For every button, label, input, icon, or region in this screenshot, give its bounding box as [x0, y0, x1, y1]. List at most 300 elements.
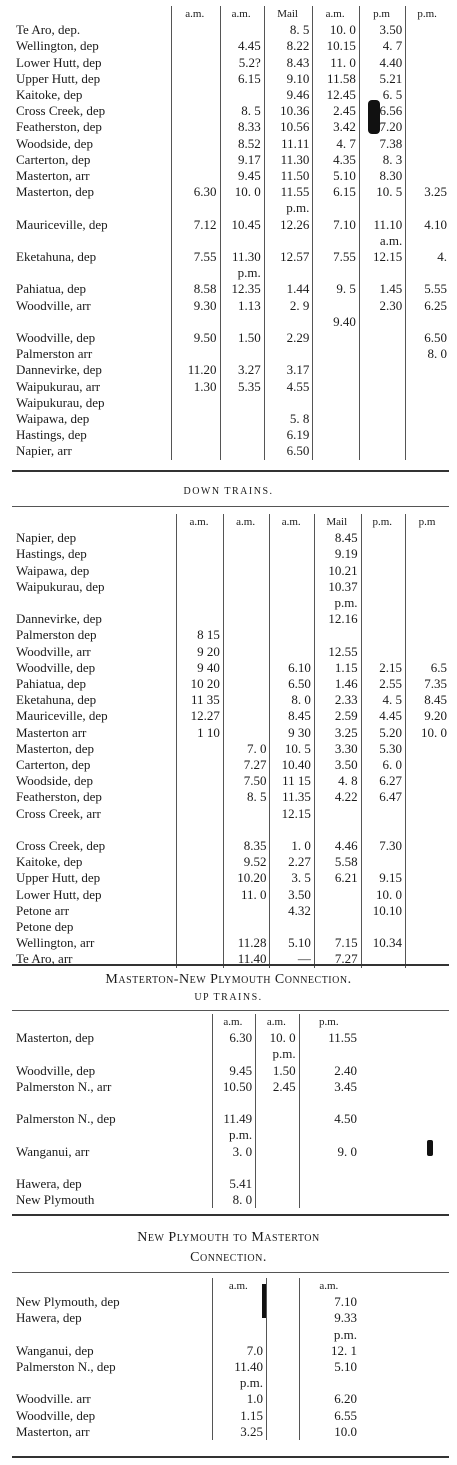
table-row	[10, 789, 450, 805]
time-cell	[220, 314, 264, 330]
time-cell	[359, 330, 405, 346]
time-cell	[171, 22, 220, 38]
time-cell	[256, 1095, 299, 1111]
time-cell	[406, 595, 451, 611]
column-header: Mail	[314, 514, 361, 530]
column-header: a.m.	[270, 514, 314, 530]
time-cell: 4. 7	[359, 38, 405, 54]
time-cell: 2.33	[314, 692, 361, 708]
time-cell: 7.10	[299, 1294, 360, 1310]
table-row	[10, 870, 450, 886]
time-cell: 12.16	[314, 611, 361, 627]
time-cell: 11.30	[264, 152, 313, 168]
time-cell: 12.57	[264, 249, 313, 265]
table-row	[10, 1176, 360, 1192]
time-cell: 6.56	[359, 103, 405, 119]
time-cell: 10.50	[212, 1079, 255, 1095]
station-name	[10, 595, 177, 611]
time-cell: 1.46	[314, 676, 361, 692]
time-cell: p.m.	[264, 200, 313, 216]
time-cell: 10.15	[313, 38, 359, 54]
table-row	[10, 627, 450, 643]
table-row	[10, 757, 450, 773]
time-cell	[212, 1046, 255, 1062]
time-cell	[406, 822, 451, 838]
time-cell	[171, 314, 220, 330]
time-cell: 4.46	[314, 838, 361, 854]
down-trains-table	[10, 514, 450, 968]
table-row	[10, 1046, 360, 1062]
column-header: p.m	[406, 514, 451, 530]
time-cell	[264, 265, 313, 281]
time-cell: 9.19	[314, 546, 361, 562]
time-cell	[267, 1343, 300, 1359]
ink-blot	[262, 1284, 266, 1318]
time-cell	[406, 55, 450, 71]
station-name: Palmerston dep	[16, 627, 97, 643]
time-cell	[359, 427, 405, 443]
time-cell	[406, 379, 450, 395]
table-row	[10, 741, 450, 757]
time-cell	[267, 1424, 300, 1440]
time-cell	[171, 443, 220, 459]
station-name: Pahiatua, dep	[16, 281, 87, 297]
time-cell: 9.40	[313, 314, 359, 330]
time-cell	[171, 200, 220, 216]
header-row	[10, 1278, 360, 1294]
time-cell	[406, 22, 450, 38]
time-cell: 12.15	[359, 249, 405, 265]
station-name: Waipukurau, dep	[16, 578, 105, 594]
time-cell: 9.30	[171, 298, 220, 314]
time-cell	[406, 38, 450, 54]
table-row	[10, 1310, 360, 1326]
station-name: Woodville, dep	[16, 1062, 96, 1078]
time-cell: 6.50	[264, 443, 313, 459]
station-name: Kaitoke, dep	[16, 854, 83, 870]
station-name: Palmerston arr	[16, 346, 93, 362]
time-cell: 5.2?	[220, 55, 264, 71]
time-cell	[406, 546, 451, 562]
time-cell	[223, 919, 270, 935]
time-cell	[361, 595, 405, 611]
station-name: Wellington, arr	[16, 935, 95, 951]
time-cell: 3. 5	[270, 870, 314, 886]
time-cell	[171, 87, 220, 103]
column-header: a.m.	[171, 6, 220, 22]
time-cell	[314, 887, 361, 903]
time-cell: 7.30	[361, 838, 405, 854]
time-cell	[223, 611, 270, 627]
time-cell	[177, 838, 224, 854]
table-row	[10, 1424, 360, 1440]
station-name: Upper Hutt, dep	[16, 70, 101, 86]
station-name: Masterton, dep	[16, 184, 94, 200]
time-cell: 5.55	[406, 281, 450, 297]
time-cell: 5.30	[361, 741, 405, 757]
time-cell	[406, 395, 450, 411]
column-header: a.m.	[256, 1014, 299, 1030]
time-cell: 9 40	[177, 660, 224, 676]
table-row	[10, 546, 450, 562]
station-name	[10, 314, 171, 330]
time-cell: 8. 0	[270, 692, 314, 708]
table-row	[10, 281, 450, 297]
station-name: Wanganui, dep	[16, 1342, 94, 1358]
time-cell	[406, 152, 450, 168]
time-cell: 1.0	[212, 1391, 266, 1407]
np-masterton-body	[10, 1278, 360, 1440]
table-row	[10, 87, 450, 103]
time-cell	[212, 1327, 266, 1343]
time-cell	[223, 644, 270, 660]
time-cell: 8.22	[264, 38, 313, 54]
table-row	[10, 1343, 360, 1359]
time-cell: 2.45	[256, 1079, 299, 1095]
station-name: Hastings, dep	[16, 546, 87, 562]
table-row	[10, 443, 450, 459]
time-cell	[223, 692, 270, 708]
time-cell	[256, 1192, 299, 1208]
time-cell	[361, 919, 405, 935]
time-cell	[256, 1111, 299, 1127]
time-cell: 2.45	[313, 103, 359, 119]
time-cell	[177, 822, 224, 838]
time-cell: 1.45	[359, 281, 405, 297]
time-cell	[361, 854, 405, 870]
time-cell: 5. 8	[264, 411, 313, 427]
time-cell	[359, 346, 405, 362]
time-cell	[171, 38, 220, 54]
time-cell	[406, 854, 451, 870]
station-name: Waipukurau, arr	[16, 378, 101, 394]
column-header: Mail	[264, 6, 313, 22]
column-header: a.m.	[177, 514, 224, 530]
time-cell: 9.46	[264, 87, 313, 103]
table-row	[10, 1063, 360, 1079]
time-cell	[267, 1408, 300, 1424]
time-cell	[171, 411, 220, 427]
table-row	[10, 427, 450, 443]
table-row	[10, 22, 450, 38]
time-cell	[177, 919, 224, 935]
table-row	[10, 103, 450, 119]
time-cell: 4.22	[314, 789, 361, 805]
time-cell: 11.40	[223, 951, 270, 967]
time-cell: 5.21	[359, 71, 405, 87]
table-row	[10, 1294, 360, 1310]
time-cell: p.m.	[220, 265, 264, 281]
time-cell: 11.55	[299, 1030, 360, 1046]
time-cell	[406, 119, 450, 135]
time-cell	[223, 546, 270, 562]
time-cell: 10. 5	[270, 741, 314, 757]
time-cell: 2.40	[299, 1063, 360, 1079]
time-cell	[359, 314, 405, 330]
station-name: Te Aro, arr	[16, 951, 73, 967]
time-cell: 12.26	[264, 217, 313, 233]
time-cell	[223, 903, 270, 919]
time-cell: 1.50	[256, 1063, 299, 1079]
time-cell	[220, 346, 264, 362]
table-row	[10, 298, 450, 314]
down-trains-title: DOWN TRAINS.	[183, 486, 274, 497]
time-cell	[406, 741, 451, 757]
time-cell: 8.58	[171, 281, 220, 297]
station-name: Palmerston N., dep	[16, 1111, 116, 1127]
station-name: Mauriceville, dep	[16, 708, 108, 724]
station-name: Hastings, dep	[16, 427, 87, 443]
table-row	[10, 611, 450, 627]
time-cell: 6.27	[361, 773, 405, 789]
station-name	[10, 1375, 212, 1391]
time-cell: 7. 0	[223, 741, 270, 757]
station-name	[10, 1160, 212, 1176]
time-cell: 2.59	[314, 708, 361, 724]
time-cell: 4. 7	[313, 136, 359, 152]
time-cell: 6.5	[406, 660, 451, 676]
ink-blot	[427, 1140, 433, 1156]
time-cell	[361, 611, 405, 627]
table-row	[10, 346, 450, 362]
table-row	[10, 806, 450, 822]
header-row	[10, 1014, 360, 1030]
time-cell: 5.10	[299, 1359, 360, 1375]
time-cell	[177, 757, 224, 773]
station-name: Wellington, dep	[16, 38, 99, 54]
time-cell: 4.10	[406, 217, 450, 233]
time-cell: 10.36	[264, 103, 313, 119]
time-cell: 10. 5	[359, 184, 405, 200]
column-header: a.m.	[313, 6, 359, 22]
time-cell: 8.43	[264, 55, 313, 71]
time-cell	[313, 330, 359, 346]
time-cell	[406, 362, 450, 378]
column-header: p.m.	[361, 514, 405, 530]
time-cell	[406, 935, 451, 951]
station-name: Waipawa, dep	[16, 562, 90, 578]
time-cell	[270, 530, 314, 546]
np-masterton-title: New Plymouth to Masterton	[137, 1230, 320, 1245]
station-name: Te Aro, dep.	[16, 22, 81, 38]
table-row	[10, 903, 450, 919]
time-cell	[406, 579, 451, 595]
time-cell	[406, 233, 450, 249]
time-cell	[313, 362, 359, 378]
section-rule	[12, 1456, 449, 1458]
time-cell: 5.41	[212, 1176, 255, 1192]
time-cell	[267, 1359, 300, 1375]
time-cell: 2.30	[359, 298, 405, 314]
time-cell	[313, 411, 359, 427]
time-cell: 10. 0	[406, 725, 451, 741]
time-cell	[313, 233, 359, 249]
table-row	[10, 887, 450, 903]
station-name: Petone arr	[16, 902, 70, 918]
time-cell	[406, 757, 451, 773]
time-cell	[177, 903, 224, 919]
time-cell	[264, 314, 313, 330]
time-cell: 11.28	[223, 935, 270, 951]
time-cell	[406, 563, 451, 579]
time-cell: 7.27	[314, 951, 361, 967]
time-cell: 10.37	[314, 579, 361, 595]
table-row	[10, 1359, 360, 1375]
time-cell	[299, 1176, 360, 1192]
table-row	[10, 708, 450, 724]
time-cell: 6.21	[314, 870, 361, 886]
time-cell: 3.50	[270, 887, 314, 903]
station-name: Mauriceville, dep	[16, 216, 108, 232]
time-cell	[177, 546, 224, 562]
time-cell	[212, 1294, 266, 1310]
time-cell: 10. 0	[220, 184, 264, 200]
time-cell	[406, 168, 450, 184]
time-cell	[406, 627, 451, 643]
time-cell	[361, 806, 405, 822]
time-cell	[270, 627, 314, 643]
time-cell	[406, 806, 451, 822]
time-cell	[177, 806, 224, 822]
table-row	[10, 55, 450, 71]
table-row	[10, 411, 450, 427]
time-cell: 10.10	[361, 903, 405, 919]
time-cell: a.m.	[359, 233, 405, 249]
time-cell	[361, 627, 405, 643]
time-cell	[313, 379, 359, 395]
table-row	[10, 1095, 360, 1111]
station-name: Palmerston N., dep	[16, 1359, 116, 1375]
time-cell	[270, 611, 314, 627]
time-cell	[171, 346, 220, 362]
time-cell: 8. 0	[212, 1192, 255, 1208]
time-cell: 12. 1	[299, 1343, 360, 1359]
table-row	[10, 71, 450, 87]
time-cell	[406, 611, 451, 627]
station-name: Woodside, dep	[16, 135, 93, 151]
station-name: Eketahuna, dep	[16, 692, 97, 708]
time-cell: 6.15	[220, 71, 264, 87]
time-cell: 2.55	[361, 676, 405, 692]
time-cell: 7.50	[223, 773, 270, 789]
time-cell: 11.20	[171, 362, 220, 378]
time-cell: 2. 9	[264, 298, 313, 314]
header-row	[10, 6, 450, 22]
time-cell: 3.42	[313, 119, 359, 135]
time-cell: 5.20	[361, 725, 405, 741]
time-cell: p.m.	[299, 1327, 360, 1343]
up-trains-table	[10, 6, 450, 460]
table-row	[10, 330, 450, 346]
section-rule	[12, 964, 449, 966]
time-cell	[264, 346, 313, 362]
table-row	[10, 38, 450, 54]
time-cell: 9.20	[406, 708, 451, 724]
time-cell: 1.13	[220, 298, 264, 314]
station-name: Masterton, dep	[16, 740, 94, 756]
ink-blot	[368, 100, 380, 134]
time-cell	[223, 595, 270, 611]
time-cell	[177, 741, 224, 757]
time-cell	[270, 595, 314, 611]
station-name: Waipukurau, dep	[16, 394, 105, 410]
table-row	[10, 379, 450, 395]
time-cell: 11.11	[264, 136, 313, 152]
time-cell	[299, 1192, 360, 1208]
time-cell: 4.45	[361, 708, 405, 724]
time-cell	[223, 660, 270, 676]
time-cell	[264, 233, 313, 249]
up-trains-body	[10, 6, 450, 460]
time-cell	[406, 789, 451, 805]
time-cell: 10.21	[314, 563, 361, 579]
table-row	[10, 676, 450, 692]
masterton-np-body	[10, 1014, 360, 1208]
time-cell: 8. 5	[264, 22, 313, 38]
time-cell: p.m.	[314, 595, 361, 611]
station-name	[10, 200, 171, 216]
time-cell	[220, 427, 264, 443]
time-cell: 9.45	[220, 168, 264, 184]
time-cell	[220, 87, 264, 103]
table-row	[10, 530, 450, 546]
time-cell	[256, 1160, 299, 1176]
station-name: Napier, arr	[16, 443, 72, 459]
time-cell: 9. 5	[313, 281, 359, 297]
time-cell	[313, 265, 359, 281]
table-row	[10, 854, 450, 870]
time-cell	[270, 919, 314, 935]
time-cell	[361, 644, 405, 660]
time-cell: 11.58	[313, 71, 359, 87]
time-cell	[177, 887, 224, 903]
time-cell	[177, 854, 224, 870]
station-name: Carterton, dep	[16, 151, 91, 167]
table-row	[10, 168, 450, 184]
station-name: Upper Hutt, dep	[16, 870, 101, 886]
time-cell: 11. 0	[313, 55, 359, 71]
time-cell: 11. 0	[223, 887, 270, 903]
table-row	[10, 1030, 360, 1046]
time-cell: 7.12	[171, 217, 220, 233]
time-cell	[220, 443, 264, 459]
time-cell	[406, 773, 451, 789]
time-cell: 8.30	[359, 168, 405, 184]
table-row	[10, 184, 450, 200]
time-cell	[171, 136, 220, 152]
time-cell	[299, 1046, 360, 1062]
time-cell: 2.15	[361, 660, 405, 676]
masterton-np-table	[10, 1014, 360, 1208]
time-cell	[314, 806, 361, 822]
station-name: Lower Hutt, dep	[16, 886, 102, 902]
time-cell: 3. 0	[212, 1144, 255, 1160]
table-row	[10, 217, 450, 233]
time-cell	[223, 676, 270, 692]
time-cell	[361, 579, 405, 595]
time-cell: 4. 8	[314, 773, 361, 789]
time-cell	[171, 395, 220, 411]
time-cell	[177, 530, 224, 546]
time-cell	[267, 1391, 300, 1407]
time-cell: 12.35	[220, 281, 264, 297]
station-name: Eketahuna, dep	[16, 249, 97, 265]
time-cell	[406, 644, 451, 660]
time-cell	[177, 563, 224, 579]
time-cell: 10.56	[264, 119, 313, 135]
time-cell	[313, 346, 359, 362]
time-cell	[223, 806, 270, 822]
